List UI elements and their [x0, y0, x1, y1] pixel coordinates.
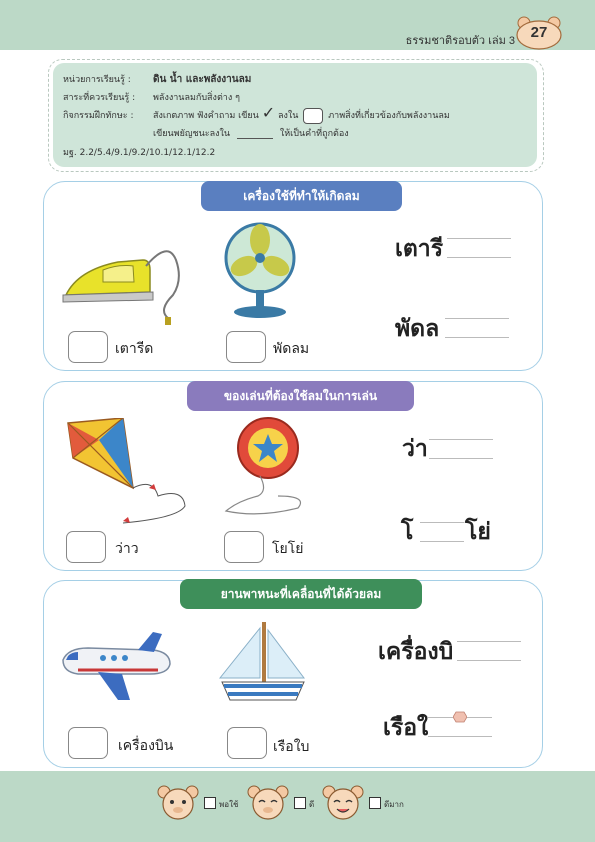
- answer-iron: เตารี: [395, 236, 444, 262]
- activity-row-2: [63, 125, 527, 143]
- answer-line-iron[interactable]: [447, 238, 511, 258]
- bear-face-icon: [246, 784, 290, 820]
- label-fan: พัดลม: [273, 341, 310, 357]
- unit-row: [63, 71, 527, 89]
- activity-row: [63, 103, 527, 125]
- rating-checkbox-fair[interactable]: [204, 797, 216, 809]
- bear-face-icon: [156, 784, 200, 820]
- checkbox-kite[interactable]: [66, 531, 106, 563]
- rating-label-excellent: ดีมาก: [384, 800, 404, 809]
- activity-text-2b: ให้เป็นคำที่ถูกต้อง: [279, 129, 349, 139]
- standards: มฐ. 2.2/5.4/9.1/9.2/10.1/12.1/12.2: [63, 148, 216, 158]
- checkbox-iron[interactable]: [68, 331, 108, 363]
- unit-label: หน่วยการเรียนรู้ :: [63, 75, 131, 85]
- answer-line-kite[interactable]: [429, 439, 493, 459]
- answer-airplane: เครื่องบิ: [378, 639, 454, 665]
- section-title: เครื่องใช้ที่ทำให้เกิดลม: [201, 181, 402, 211]
- checkbox-fan[interactable]: [226, 331, 266, 363]
- electric-fan-icon: [222, 220, 304, 320]
- checkbox-sailboat[interactable]: [227, 727, 267, 759]
- activity-text-a: สังเกตภาพ ฟังคำถาม เขียน: [153, 111, 259, 121]
- answer-yoyo-prefix: โ: [401, 519, 414, 545]
- label-airplane: เครื่องบิน: [118, 738, 174, 754]
- answer-yoyo-suffix: โย่: [465, 519, 491, 545]
- section-title: ยานพาหนะที่เคลื่อนที่ได้ด้วยลม: [180, 579, 422, 609]
- checkbox-yoyo[interactable]: [224, 531, 264, 563]
- unit-value: ดิน น้ำ และพลังงานลม: [153, 74, 252, 85]
- rating-label-fair: พอใช้: [219, 800, 239, 809]
- example-box: [303, 108, 323, 124]
- content-row: [63, 89, 527, 107]
- book-title: ธรรมชาติรอบตัว เล่ม 3: [405, 35, 515, 47]
- activity-text-c: ภาพสิ่งที่เกี่ยวข้องกับพลังงานลม: [328, 111, 450, 121]
- content-value: พลังงานลมกับสิ่งต่าง ๆ: [153, 93, 240, 103]
- rating-label-good: ดี: [309, 800, 315, 809]
- airplane-icon: [58, 630, 173, 705]
- checkbox-airplane[interactable]: [68, 727, 108, 759]
- answer-line-fan[interactable]: [445, 318, 509, 338]
- info-box: [53, 63, 537, 167]
- label-yoyo: โยโย่: [272, 541, 304, 557]
- page-number: 27: [530, 24, 548, 41]
- answer-line-yoyo[interactable]: [420, 522, 464, 542]
- rating-checkbox-excellent[interactable]: [369, 797, 381, 809]
- rating-checkbox-good[interactable]: [294, 797, 306, 809]
- answer-line-airplane[interactable]: [457, 641, 521, 661]
- answer-sailboat: เรือใ: [383, 715, 429, 741]
- content-label: สาระที่ควรเรียนรู้ :: [63, 93, 136, 103]
- check-mark-icon: ✓: [261, 103, 276, 122]
- yoyo-icon: [218, 416, 313, 521]
- sailboat-icon: [218, 620, 308, 708]
- answer-fan: พัดล: [395, 316, 440, 342]
- activity-text: [153, 103, 450, 125]
- activity-text-b: ลงใน: [278, 111, 299, 121]
- bear-face-icon: [321, 784, 365, 820]
- label-kite: ว่าว: [115, 541, 139, 557]
- clothes-iron-icon: [58, 240, 193, 328]
- activity-text-2: [153, 125, 349, 143]
- kite-icon: [63, 418, 188, 528]
- section-title: ของเล่นที่ต้องใช้ลมในการเล่น: [187, 381, 414, 411]
- label-iron: เตารีด: [115, 341, 154, 357]
- hexagon-mark-icon: [453, 711, 467, 723]
- label-sailboat: เรือใบ: [273, 739, 310, 755]
- activity-text-2a: เขียนพยัญชนะลงใน: [153, 129, 231, 139]
- example-line: [237, 129, 273, 139]
- activity-label: กิจกรรมฝึกทักษะ :: [63, 111, 134, 121]
- answer-kite: ว่า: [402, 436, 428, 462]
